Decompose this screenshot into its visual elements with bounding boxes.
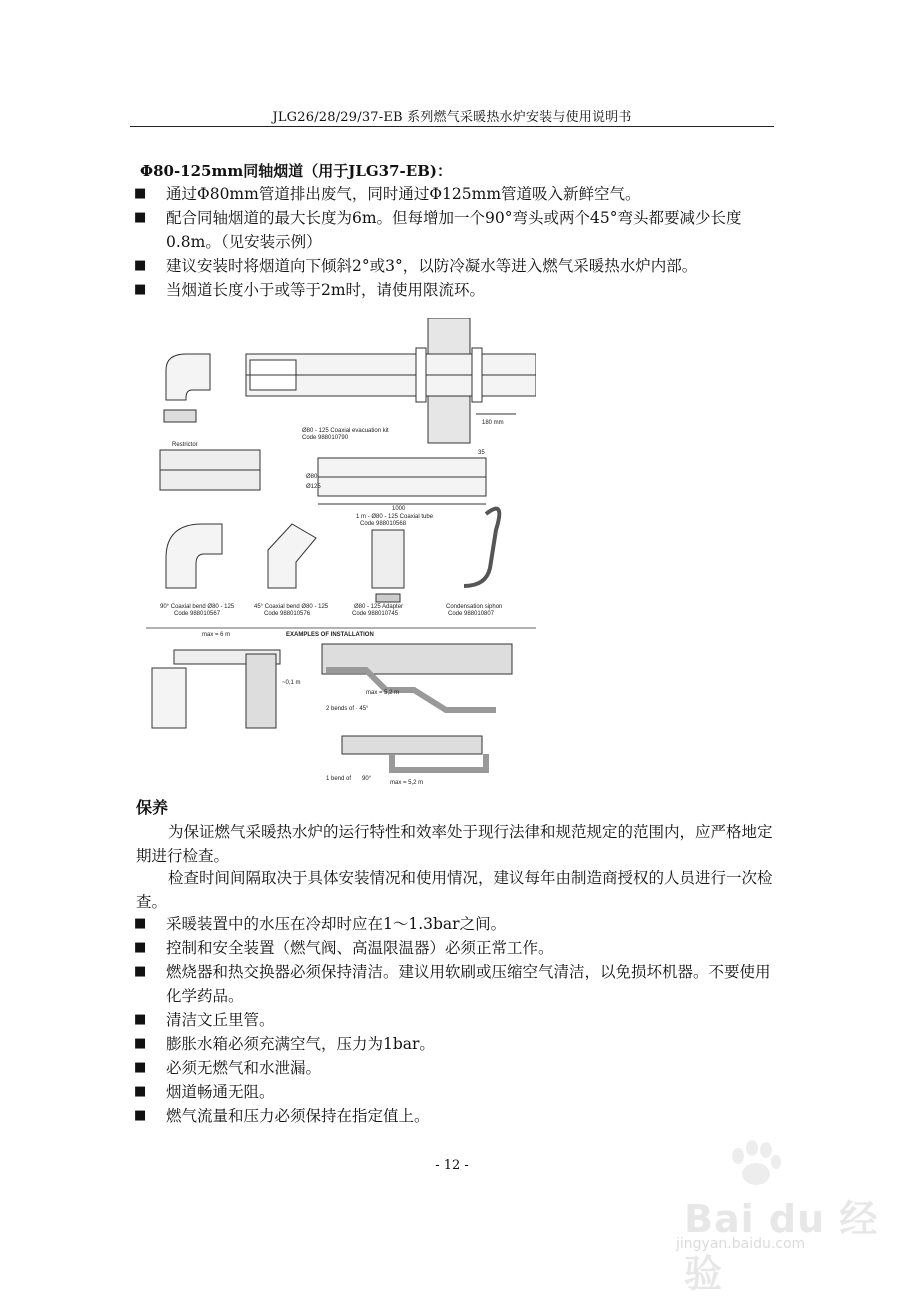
deg-90: 90° <box>362 776 372 782</box>
flue-bullet-list <box>134 182 784 302</box>
list-item: ■ 采暖装置中的水压在冷却时应在1～1.3bar之间。 <box>134 912 784 936</box>
paw-icon <box>724 1140 784 1188</box>
dim-80: Ø80 <box>306 474 318 480</box>
list-item: ■ 配合同轴烟道的最大长度为6m。但每增加一个90°弯头或两个45°弯头都要减少长度0.8m。（见安装示例） <box>134 206 784 254</box>
restrictor-label: Restrictor <box>172 442 198 448</box>
bend90-label: 90° Coaxial bend Ø80 - 125 <box>160 604 235 610</box>
adapter-label: Ø80 - 125 Adapter <box>354 604 404 610</box>
baidu-watermark <box>640 1140 890 1296</box>
bend90-code: Code 988010567 <box>174 611 221 617</box>
bullet-icon: ■ <box>134 916 147 931</box>
wall-dim: 180 mm <box>482 420 504 426</box>
brick-wall <box>246 654 276 728</box>
max-6: max = 6 m <box>202 632 231 638</box>
dim-1000: 1000 <box>392 506 406 512</box>
bullet-icon: ■ <box>134 1060 147 1075</box>
bullet-icon: ■ <box>134 282 147 297</box>
adapter <box>372 530 404 588</box>
list-item: ■ 通过Φ80mm管道排出废气，同时通过Φ125mm管道吸入新鲜空气。 <box>134 182 784 206</box>
section-title: Φ80-125mm同轴烟道（用于JLG37-EB)： <box>140 162 452 180</box>
pipe-route <box>392 754 486 770</box>
bullet-icon: ■ <box>134 1012 147 1027</box>
adapter-code: Code 988010745 <box>352 611 399 617</box>
bullet-icon: ■ <box>134 940 147 955</box>
bullet-icon: ■ <box>134 964 147 979</box>
maintenance-paragraph: 检查时间间隔取决于具体安装情况和使用情况，建议每年由制造商授权的人员进行一次检查。 <box>136 869 773 911</box>
bullet-icon: ■ <box>134 258 147 273</box>
flue-kit-figure <box>146 318 536 796</box>
maintenance-title: 保养 <box>136 798 169 817</box>
examples-title: EXAMPLES OF INSTALLATION <box>286 632 374 638</box>
list-item: ■ 燃气流量和压力必须保持在指定值上。 <box>134 1104 784 1128</box>
bend-45 <box>268 524 316 588</box>
bullet-icon: ■ <box>134 1108 147 1123</box>
list-item: ■ 建议安装时将烟道向下倾斜2°或3°，以防冷凝水等进入燃气采暖热水炉内部。 <box>134 254 784 278</box>
watermark-url: jingyan.baidu.com <box>676 1236 806 1252</box>
bends-45: 2 bends of · 45° <box>326 706 369 712</box>
boiler <box>152 668 186 728</box>
bend-90-label: 1 bend of <box>326 776 352 782</box>
siphon-label: Condensation siphon <box>446 604 503 610</box>
bullet-icon: ■ <box>134 210 147 225</box>
brick-wall <box>342 736 482 754</box>
list-item: ■ 燃烧器和热交换器必须保持清洁。建议用软刷或压缩空气清洁，以免损坏机器。不要使用化学药品。 <box>134 960 784 1008</box>
elbow-90 <box>166 354 210 400</box>
header-title: JLG26/28/29/37-EB 系列燃气采暖热水炉安装与使用说明书 <box>272 110 632 125</box>
evac-kit-label: Ø80 - 125 Coaxial evacuation kit <box>302 428 389 434</box>
list-item: ■ 烟道畅通无阻。 <box>134 1080 784 1104</box>
list-item: ■ 当烟道长度小于或等于2m时，请使用限流环。 <box>134 278 784 302</box>
bullet-icon: ■ <box>134 186 147 201</box>
max-5-2-b: max = 5,2 m <box>390 780 424 786</box>
maintenance-bullet-list <box>134 912 784 1128</box>
page-number: - 12 - <box>435 1158 469 1173</box>
bend-90 <box>166 524 222 588</box>
dim-125: Ø125 <box>306 484 321 490</box>
bullet-icon: ■ <box>134 1036 147 1051</box>
bend45-code: Code 988010576 <box>264 611 311 617</box>
tube-code: Code 988010568 <box>360 521 407 527</box>
bend45-label: 45° Coaxial bend Ø80 - 125 <box>254 604 329 610</box>
list-item: ■ 必须无燃气和水泄漏。 <box>134 1056 784 1080</box>
evac-kit-code: Code 988010790 <box>302 435 349 441</box>
dim-35: 35 <box>478 450 485 456</box>
header-rule <box>130 126 774 127</box>
maintenance-paragraph: 为保证燃气采暖热水炉的运行特性和效率处于现行法律和规范规定的范围内，应严格地定期进行检查。 <box>136 823 773 865</box>
pipe-route <box>326 670 496 710</box>
list-item: ■ 膨胀水箱必须充满空气，压力为1bar。 <box>134 1032 784 1056</box>
max-5-2-a: max = 5,2 m <box>366 690 400 696</box>
dim-0-1: ~0,1 m <box>282 680 301 686</box>
bullet-icon: ■ <box>134 1084 147 1099</box>
siphon-code: Code 988010807 <box>448 611 495 617</box>
watermark-brand: Bai du 经验 <box>684 1197 879 1296</box>
tube-label: 1 m - Ø80 - 125 Coaxial tube <box>356 514 434 520</box>
siphon <box>464 509 499 586</box>
list-item: ■ 清洁文丘里管。 <box>134 1008 784 1032</box>
list-item: ■ 控制和安全装置（燃气阀、高温限温器）必须正常工作。 <box>134 936 784 960</box>
